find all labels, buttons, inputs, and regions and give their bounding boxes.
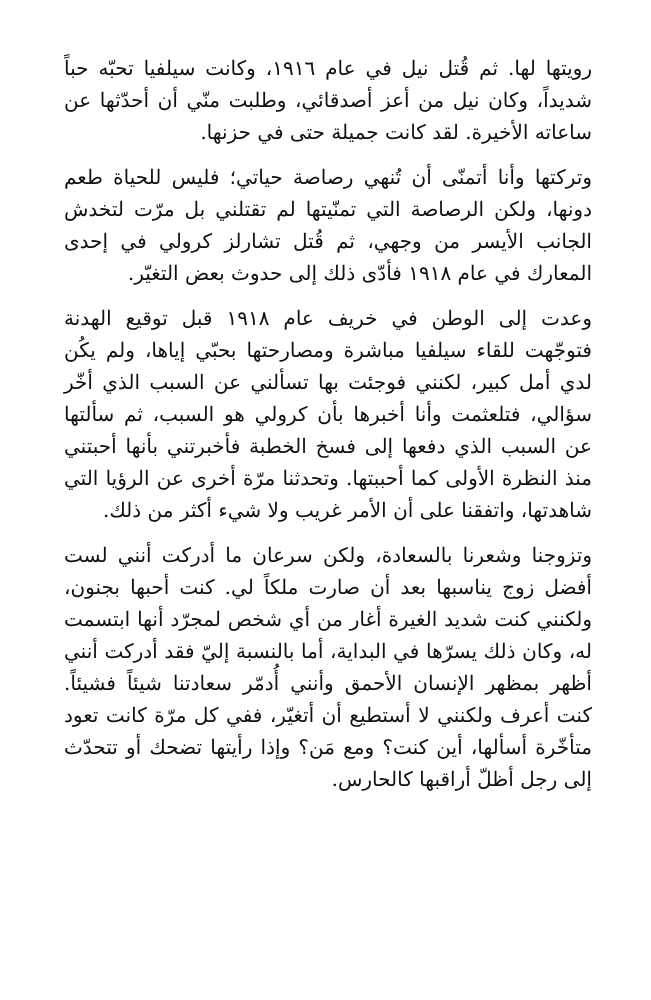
paragraph-2: وتركتها وأنا أتمنّى أن تُنهي رصاصة حياتي؛ فليس للحياة طعم دونها، ولكن الرصاصة التي تمنّيتها لم تقتلني بل مرّت لتخدش الجانب الأيسر من وجهي، ثم قُتل تشارلز كرولي في إحدى المعارك في عام ١٩١٨ فأدّى ذلك إلى حدوث بعض التغيّر. bbox=[64, 165, 592, 285]
paragraph-4: وتزوجنا وشعرنا بالسعادة، ولكن سرعان ما أدركت أنني لست أفضل زوج يناسبها بعد أن صارت ملكاً لي. كنت أحبها بجنون، ولكنني كنت شديد الغيرة أغار من أي شخص لمجرّد أنها ابتسمت له، وكان ذلك يسرّها في البداية، أما بالنسبة إليّ فقد أدركت أنني أظهر بمظهر الإنسان الأحمق وأنني أُدمّر سعادتنا شيئاً فشيئاً. كنت أعرف ولكنني لا أستطيع أن أتغيّر، ففي كل مرّة كانت تعود متأخّرة أسألها، أين كنت؟ ومع مَن؟ وإذا رأيتها تضحك أو تتحدّث إلى رجل أظلّ أراقبها كالحارس. bbox=[64, 543, 592, 791]
document-page bbox=[64, 52, 592, 795]
paragraph-3: وعدت إلى الوطن في خريف عام ١٩١٨ قبل توقيع الهدنة فتوجّهت للقاء سيلفيا مباشرة ومصارحتها بحبّي إياها، ولم يكُن لدي أمل كبير، لكنني فوجئت بها تسألني عن السبب الذي أخّر سؤالي، فتلعثمت وأنا أخبرها بأن كرولي هو السبب، ثم سألتها عن السبب الذي دفعها إلى فسخ الخطبة فأخبرتني بأنها أحبتني منذ النظرة الأولى كما أحببتها. وتحدثنا مرّة أخرى عن الرؤيا التي شاهدتها، واتفقنا على أن الأمر غريب ولا شيء أكثر من ذلك. bbox=[64, 306, 592, 522]
paragraph-1: رويتها لها. ثم قُتل نيل في عام ١٩١٦، وكانت سيلفيا تحبّه حباً شديداً، وكان نيل من أعز أصدقائي، وطلبت منّي أن أحدّثها عن ساعاته الأخيرة. لقد كانت جميلة حتى في حزنها. bbox=[64, 56, 592, 144]
